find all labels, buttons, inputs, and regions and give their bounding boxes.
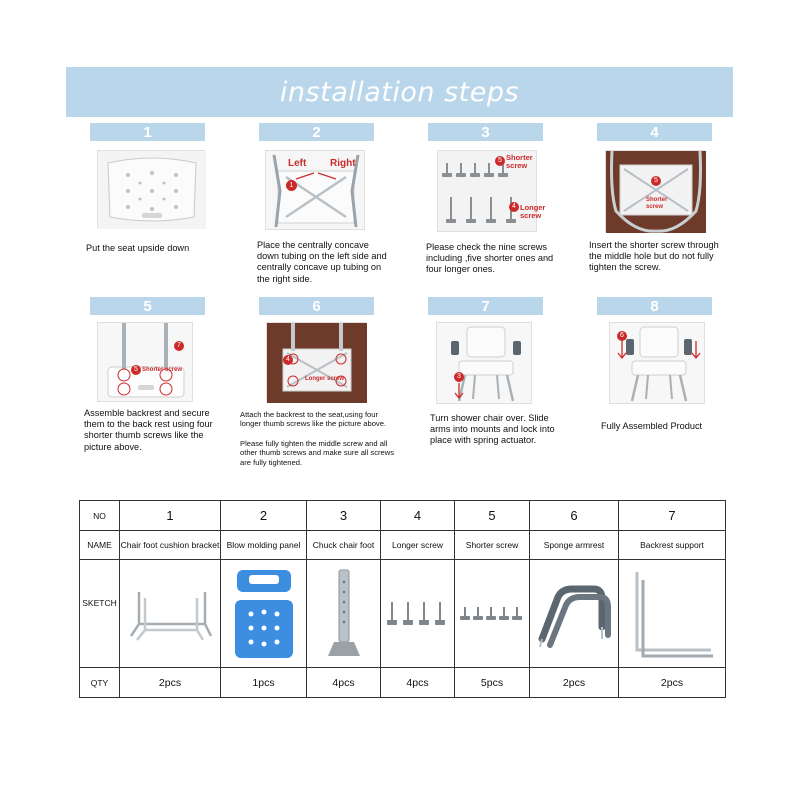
title-banner <box>66 67 733 117</box>
step-5-shorter-label: Shorter screw <box>142 367 183 373</box>
part-7-no: 7 <box>619 501 726 531</box>
part-6-sketch <box>530 560 619 668</box>
row-label-no: NO <box>80 501 120 531</box>
step-6-image <box>266 322 366 402</box>
step-1-caption: Put the seat upside down <box>86 243 190 253</box>
step-2-right-label: Right <box>330 158 356 169</box>
step-6-marker: 4 <box>283 355 293 365</box>
step-5-image <box>97 322 193 402</box>
part-4-qty: 4pcs <box>381 668 455 698</box>
row-label-name: NAME <box>80 531 120 560</box>
step-3-number: 3 <box>428 123 543 141</box>
part-1-name: Chair foot cushion bracket <box>120 531 221 560</box>
part-6-qty: 2pcs <box>530 668 619 698</box>
step-2-image <box>265 150 365 230</box>
part-7-name: Backrest support <box>619 531 726 560</box>
step-3-image <box>437 150 546 232</box>
step-4-shorter-label: Shorter screw <box>646 197 668 210</box>
step-8-marker: 6 <box>617 331 627 341</box>
step-3-shorter-label: Shorter screw <box>506 153 533 170</box>
step-6-caption-a: Attach the backrest to the seat,using four longer thumb screws like the picture above. <box>240 410 387 429</box>
step-7-image <box>436 322 532 404</box>
row-no <box>80 501 726 531</box>
row-name <box>80 531 726 560</box>
step-5-number: 5 <box>90 297 205 315</box>
step-5-marker-b: 5 <box>131 365 141 375</box>
step-5-marker-a: 7 <box>174 341 184 351</box>
step-4-image <box>605 150 705 232</box>
step-4-marker: 5 <box>651 176 661 186</box>
part-1-sketch <box>120 560 221 668</box>
parts-table <box>79 500 726 698</box>
step-2-caption: Place the centrally concave down tubing on the left side and centrally concave up tubing on the right side. <box>257 240 387 284</box>
step-6-longer-label: Longer screw <box>305 376 345 382</box>
step-3-shorter-marker: 5 <box>495 156 505 166</box>
step-6-number: 6 <box>259 297 374 315</box>
foot-bracket-icon <box>125 584 215 644</box>
step-4-caption: Insert the shorter screw through the middle hole but do not fully tighten the screw. <box>589 240 719 273</box>
part-4-no: 4 <box>381 501 455 531</box>
step-3-longer-label: Longer screw <box>520 203 546 220</box>
step-3-longer-marker: 4 <box>509 202 519 212</box>
part-5-no: 5 <box>455 501 530 531</box>
step-7-caption: Turn shower chair over. Slide arms into mounts and lock into place with spring actuator. <box>430 413 555 446</box>
part-2-no: 2 <box>221 501 307 531</box>
step-8-image <box>609 322 705 404</box>
part-1-no: 1 <box>120 501 221 531</box>
row-label-sketch: SKETCH <box>80 560 120 668</box>
page-title: installation steps <box>279 76 520 108</box>
part-1-qty: 2pcs <box>120 668 221 698</box>
step-1-image <box>97 150 205 228</box>
part-5-name: Shorter screw <box>455 531 530 560</box>
row-sketch <box>80 560 726 668</box>
longer-screw-icon <box>383 594 453 634</box>
part-3-qty: 4pcs <box>307 668 381 698</box>
step-2-left-label: Left <box>288 158 307 169</box>
step-2-number: 2 <box>259 123 374 141</box>
step-8-caption: Fully Assembled Product <box>601 421 703 431</box>
row-label-qty: QTY <box>80 668 120 698</box>
step-4-number: 4 <box>597 123 712 141</box>
part-2-sketch <box>221 560 307 668</box>
part-3-name: Chuck chair foot <box>307 531 381 560</box>
part-7-sketch <box>619 560 726 668</box>
step-6-caption-b: Please fully tighten the middle screw and all other thumb screws and make sure all screws are fully tightened. <box>240 439 395 467</box>
part-7-qty: 2pcs <box>619 668 726 698</box>
part-4-name: Longer screw <box>381 531 455 560</box>
row-qty <box>80 668 726 698</box>
step-8-number: 8 <box>597 297 712 315</box>
part-5-qty: 5pcs <box>455 668 530 698</box>
shorter-screw-icon <box>457 599 527 629</box>
part-3-sketch <box>307 560 381 668</box>
part-5-sketch <box>455 560 530 668</box>
armrest-icon <box>536 579 612 649</box>
step-7-number: 7 <box>428 297 543 315</box>
step-1-number: 1 <box>90 123 205 141</box>
panel-icon <box>229 566 299 662</box>
part-6-no: 6 <box>530 501 619 531</box>
backrest-support-icon <box>627 566 717 662</box>
step-3-caption: Please check the nine screws including ,five shorter ones and four longer ones. <box>426 242 554 275</box>
part-6-name: Sponge armrest <box>530 531 619 560</box>
step-5-caption: Assemble backrest and secure them to the back rest using four shorter thumb screws like the picture above. <box>84 408 213 452</box>
part-2-name: Blow molding panel <box>221 531 307 560</box>
part-3-no: 3 <box>307 501 381 531</box>
part-4-sketch <box>381 560 455 668</box>
part-2-qty: 1pcs <box>221 668 307 698</box>
chair-foot-icon <box>324 566 364 662</box>
step-2-marker: 1 <box>286 180 297 191</box>
step-7-marker: 3 <box>454 372 464 382</box>
